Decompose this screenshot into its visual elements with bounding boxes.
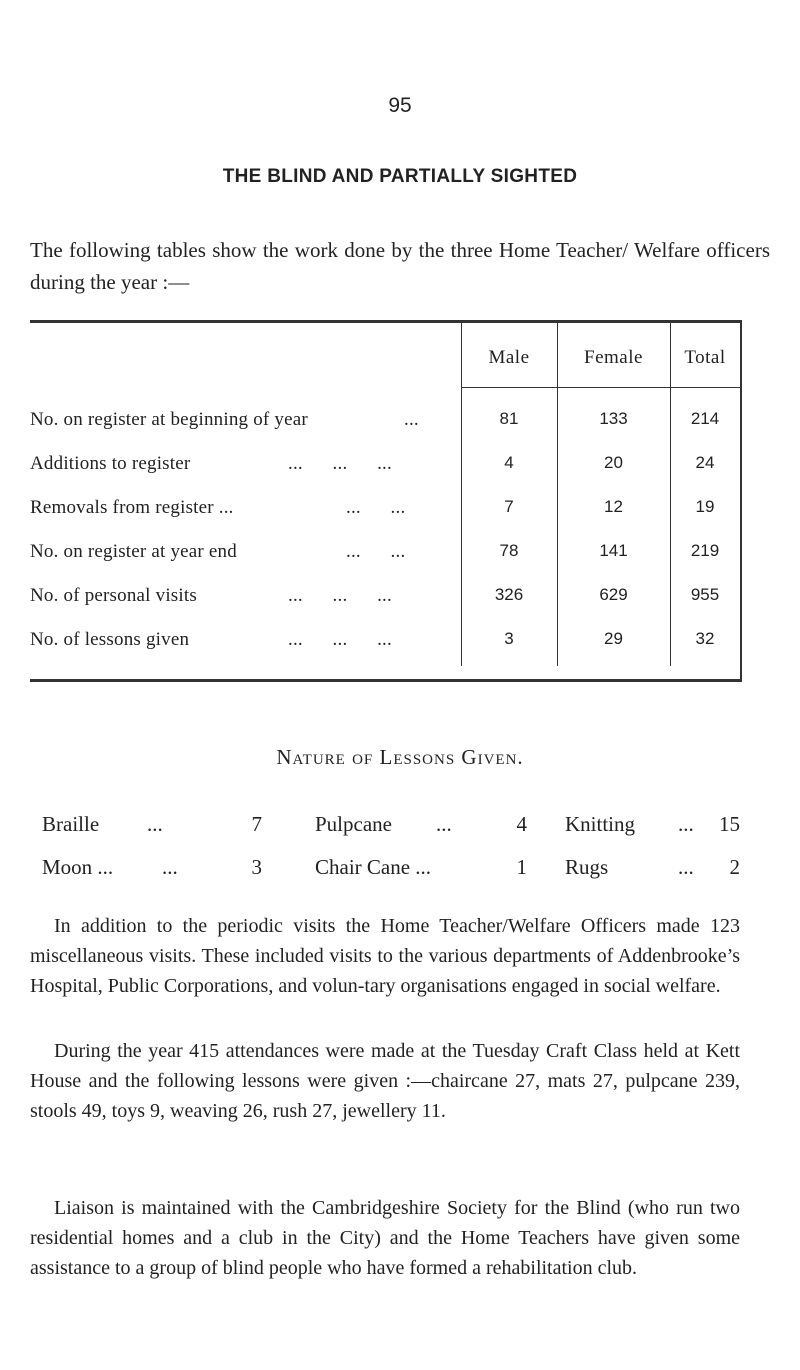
row-leader: ... bbox=[404, 409, 419, 430]
table-row bbox=[30, 497, 740, 537]
cell-total: 24 bbox=[695, 453, 715, 472]
cell-female: 141 bbox=[599, 541, 628, 560]
paragraph-visits: In addition to the periodic visits the Home Teacher/Welfare Officers made 123 miscellaneous visits. These included visits to the various departments of Addenbrooke’s Hospital, Public Corporations, and volun-tary organisations engaged in social welfare. bbox=[30, 915, 740, 997]
lesson-name: Pulpcane bbox=[315, 812, 392, 836]
header-total: Total bbox=[684, 347, 726, 368]
lesson-value: 2 bbox=[729, 855, 740, 879]
header-rule bbox=[461, 387, 741, 388]
cell-total: 219 bbox=[690, 541, 720, 560]
row-leader: ... ... bbox=[346, 541, 406, 562]
row-leader: ... ... ... bbox=[288, 453, 392, 474]
row-label: Removals from register ... bbox=[30, 497, 234, 518]
table-row bbox=[30, 409, 740, 449]
table-row bbox=[30, 541, 740, 581]
section-title: THE BLIND AND PARTIALLY SIGHTED bbox=[222, 166, 578, 187]
lesson-dots: ... bbox=[162, 855, 178, 879]
cell-total: 955 bbox=[690, 585, 720, 604]
lesson-name: Moon ... bbox=[42, 855, 114, 879]
row-label: No. on register at year end bbox=[30, 541, 237, 562]
paragraph-liaison: Liaison is maintained with the Cambridgeshire Society for the Blind (who run two residential homes and a club in the City) and the Home Teachers have given some assistance to a group of blind people who have formed a rehabilitation club. bbox=[30, 1197, 740, 1279]
cell-female: 20 bbox=[604, 453, 623, 472]
table-row bbox=[30, 585, 740, 625]
cell-male: 4 bbox=[504, 453, 514, 472]
row-label: No. of personal visits bbox=[30, 585, 197, 606]
cell-male: 7 bbox=[504, 497, 514, 516]
register-statistics-table bbox=[30, 320, 742, 682]
lesson-name: Chair Cane ... bbox=[315, 855, 432, 879]
cell-female: 629 bbox=[599, 585, 628, 604]
cell-female: 29 bbox=[604, 629, 623, 648]
cell-total: 19 bbox=[695, 497, 715, 516]
cell-female: 12 bbox=[604, 497, 623, 516]
paragraph-craft-class: During the year 415 attendances were made at the Tuesday Craft Class held at Kett House and the following lessons were given :—chaircane 27, mats 27, pulpcane 239, stools 49, toys 9, weaving 26, rush 27, jewellery 11. bbox=[30, 1040, 740, 1122]
cell-male: 326 bbox=[494, 585, 524, 604]
page-number: 95 bbox=[388, 94, 412, 117]
lesson-name: Braille bbox=[42, 812, 100, 836]
cell-male: 3 bbox=[504, 629, 514, 648]
lesson-dots: ... bbox=[436, 812, 452, 836]
lesson-value: 15 bbox=[719, 812, 740, 836]
cell-male: 81 bbox=[499, 409, 519, 428]
lesson-value: 3 bbox=[251, 855, 262, 879]
lesson-name: Knitting bbox=[565, 812, 636, 836]
row-label: Additions to register bbox=[30, 453, 191, 474]
lesson-value: 4 bbox=[516, 812, 527, 836]
cell-total: 32 bbox=[695, 629, 715, 648]
lesson-value: 1 bbox=[516, 855, 527, 879]
table-row bbox=[30, 453, 740, 493]
header-male: Male bbox=[488, 347, 530, 368]
lesson-dots: ... bbox=[678, 812, 694, 836]
header-female: Female bbox=[584, 347, 643, 368]
row-label: No. of lessons given bbox=[30, 629, 190, 650]
lesson-name: Rugs bbox=[565, 855, 609, 879]
row-label: No. on register at beginning of year bbox=[30, 409, 308, 430]
cell-male: 78 bbox=[499, 541, 519, 560]
intro-paragraph: The following tables show the work done by the three Home Teacher/ Welfare officers during the year :— bbox=[30, 238, 770, 294]
lessons-heading: Nature of Lessons Given. bbox=[276, 745, 524, 769]
lesson-dots: ... bbox=[678, 855, 694, 879]
lesson-dots: ... bbox=[147, 812, 163, 836]
row-leader: ... ... ... bbox=[288, 585, 392, 606]
row-leader: ... ... bbox=[346, 497, 406, 518]
table-row bbox=[30, 629, 740, 669]
cell-total: 214 bbox=[690, 409, 720, 428]
row-leader: ... ... ... bbox=[288, 629, 392, 650]
lesson-value: 7 bbox=[251, 812, 262, 836]
cell-female: 133 bbox=[599, 409, 628, 428]
